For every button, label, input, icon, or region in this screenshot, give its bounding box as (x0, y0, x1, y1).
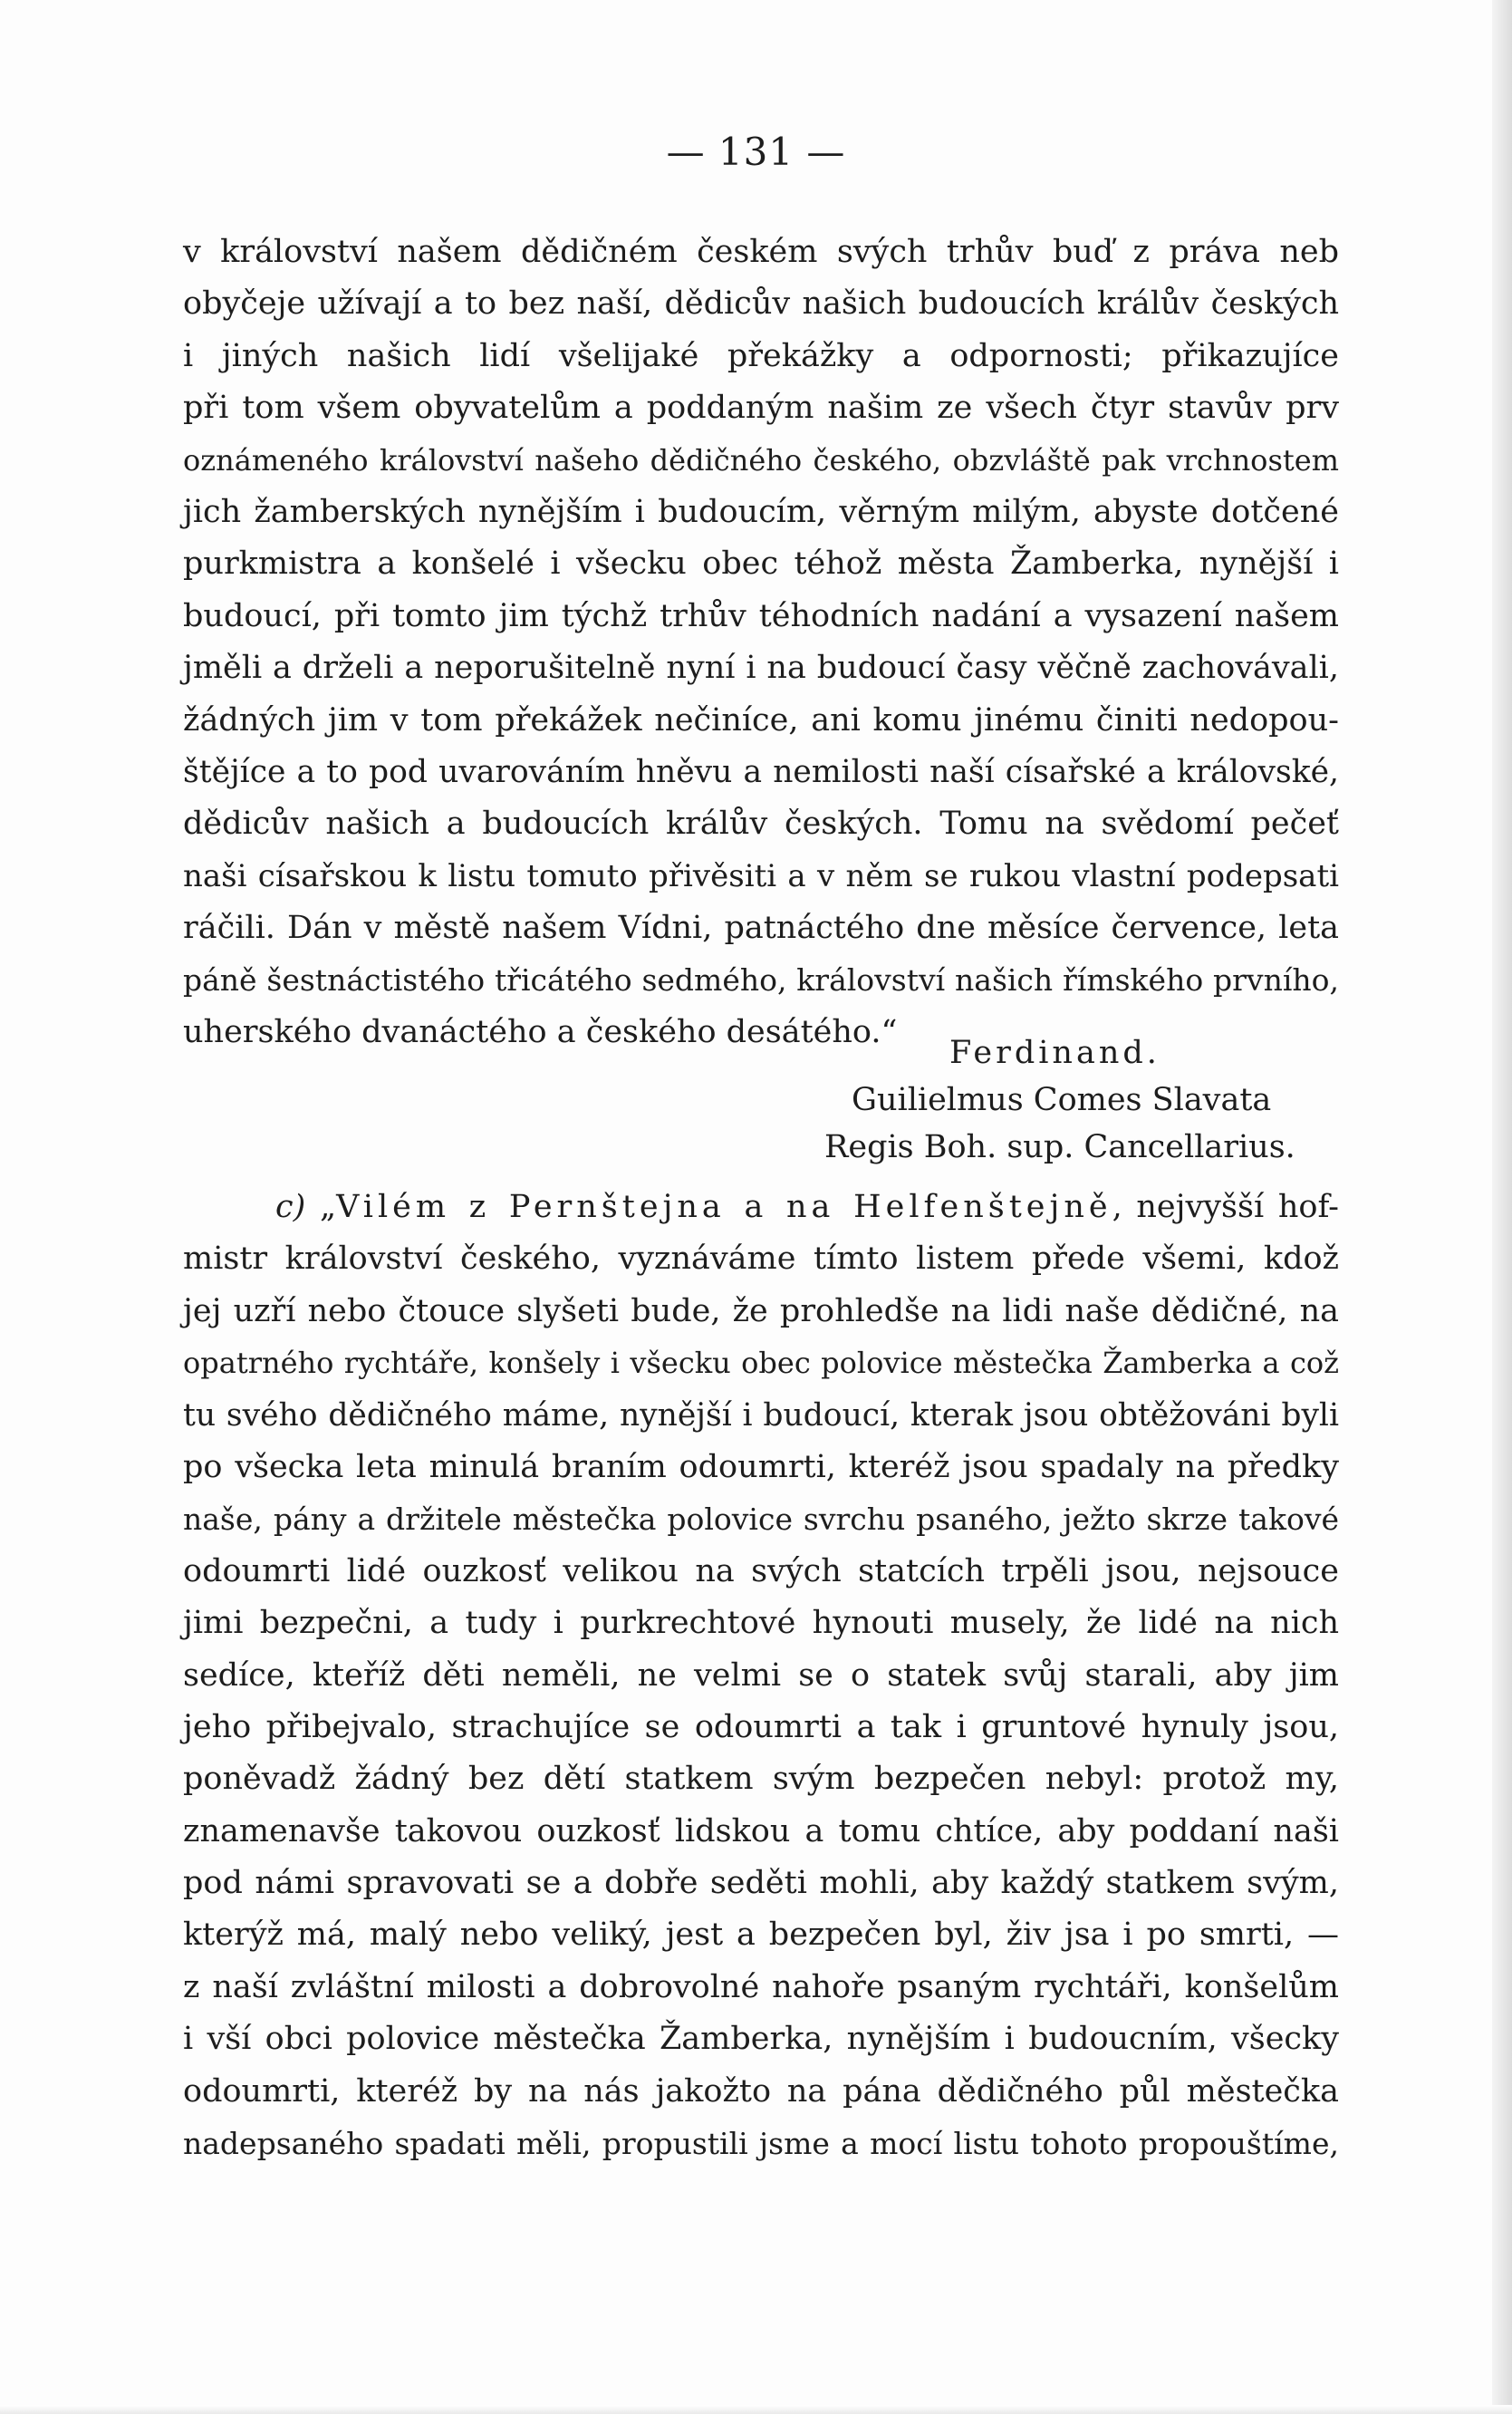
page-edge-shadow (1492, 0, 1512, 2414)
text-line: znamenavše takovou ouzkosť lidskou a tomu chtíce, aby poddaní naši (183, 1812, 1339, 1849)
text-line: i vší obci polovice městečka Žamberka, nynějším i budoucním, všecky (183, 2021, 1339, 2058)
text-line: poněvadž žádný bez dětí statkem svým bezpečen nebyl: protož my, (183, 1761, 1339, 1798)
text-line: oznámeného království našeho dědičného českého, obzvláště pak vrchnostem (183, 442, 1339, 478)
text-line: dědicův našich a budoucích králův českých. Tomu na svědomí pečeť (183, 806, 1339, 843)
text-line: naši císařskou k listu tomuto přivěsiti a v něm se rukou vlastní podepsati (183, 857, 1339, 894)
paragraph-2 (183, 1182, 1339, 2169)
text-line: při tom všem obyvatelům a poddaným našim ze všech čtyr stavův prv (183, 390, 1339, 427)
text-line: tu svého dědičného máme, nynější i budoucí, kterak jsou obtěžováni byli (183, 1396, 1339, 1434)
signature-block (183, 1029, 1339, 1171)
text-line: odoumrti, kteréž by na nás jakožto na pána dědičného půl městečka (183, 2072, 1339, 2110)
text-line: štějíce a to pod uvarováním hněvu a nemilosti naší císařské a královské, (183, 753, 1339, 790)
text-line: budoucí, při tomto jim týchž trhův téhodních nadání a vysazení našem (183, 597, 1339, 634)
page-number: — 131 — (666, 130, 846, 174)
text-line: páně šestnáctistého třicátého sedmého, království našich římského prvního, (183, 962, 1339, 999)
text-line: obyčeje užívají a to bez naší, dědicův našich budoucích králův českých (183, 285, 1339, 323)
text-line: mistr království českého, vyznáváme tímto listem přede všemi, kdož (183, 1241, 1339, 1278)
text-line: ráčili. Dán v městě našem Vídni, patnáctého dne měsíce července, leta (183, 910, 1339, 947)
text-line: nadepsaného spadati měli, propustili jsme a mocí listu tohoto propouštíme, (183, 2126, 1339, 2162)
text-line: z naší zvláštní milosti a dobrovolné nahoře psaným rychtáři, konšelům (183, 1968, 1339, 2005)
text-line: naše, pány a držitele městečka polovice svrchu psaného, ježto skrze takové (183, 1502, 1339, 1538)
first-line-rest: , nejvyšší hof- (1112, 1189, 1339, 1225)
text-line-first (183, 1182, 1339, 1233)
text-line: purkmistra a konšelé i všecku obec téhož města Žamberka, nynější i (183, 546, 1339, 583)
spaced-name: Vilém z Pernštejna a na Helfenštejně (336, 1189, 1112, 1225)
text-line: odoumrti lidé ouzkosť velikou na svých statcích trpěli jsou, nejsouce (183, 1552, 1339, 1589)
text-line: jměli a drželi a neporušitelně nyní i na budoucí časy věčně zachovávali, (183, 650, 1339, 687)
opening-quote: „ (319, 1189, 337, 1225)
paragraph-1 (183, 227, 1339, 1058)
text-line: jeho přibejvalo, strachujíce se odoumrti a tak i gruntové hynuly jsou, (183, 1708, 1339, 1745)
page-bottom-edge (0, 2405, 1512, 2414)
text-line: jich žamberských nynějším i budoucím, věrným milým, abyste dotčené (183, 493, 1339, 530)
item-label: c) (275, 1189, 306, 1225)
signature-name: Ferdinand. (949, 1035, 1160, 1071)
text-line: uherského dvanáctého a českého desátého.“ (183, 1013, 898, 1050)
text-line: opatrného rychtáře, konšely i všecku obec polovice městečka Žamberka a což (183, 1346, 1339, 1381)
text-line: jimi bezpečni, a tudy i purkrechtové hynouti musely, že lidé na nich (183, 1605, 1339, 1642)
text-line: pod námi spravovati se a dobře seděti mohli, aby každý statkem svým, (183, 1865, 1339, 1902)
text-line: žádných jim v tom překážek nečiníce, ani komu jinému činiti nedopou- (183, 701, 1339, 739)
text-line: sedíce, kteříž děti neměli, ne velmi se o statek svůj starali, aby jim (183, 1656, 1339, 1694)
text-line: kterýž má, malý nebo veliký, jest a bezpečen byl, živ jsa i po smrti, — (183, 1917, 1339, 1954)
signature-secretary: Guilielmus Comes Slavata (852, 1082, 1272, 1118)
text-line: po všecka leta minulá braním odoumrti, kteréž jsou spadaly na předky (183, 1448, 1339, 1485)
text-line: v království našem dědičném českém svých trhův buď z práva neb (183, 234, 1339, 270)
text-line: i jiných našich lidí všelijaké překážky a odpornosti; přikazujíce (183, 337, 1339, 374)
signature-title: Regis Boh. sup. Cancellarius. (824, 1129, 1295, 1165)
text-line: jej uzří nebo čtouce slyšeti bude, že prohledše na lidi naše dědičné, na (183, 1292, 1339, 1329)
